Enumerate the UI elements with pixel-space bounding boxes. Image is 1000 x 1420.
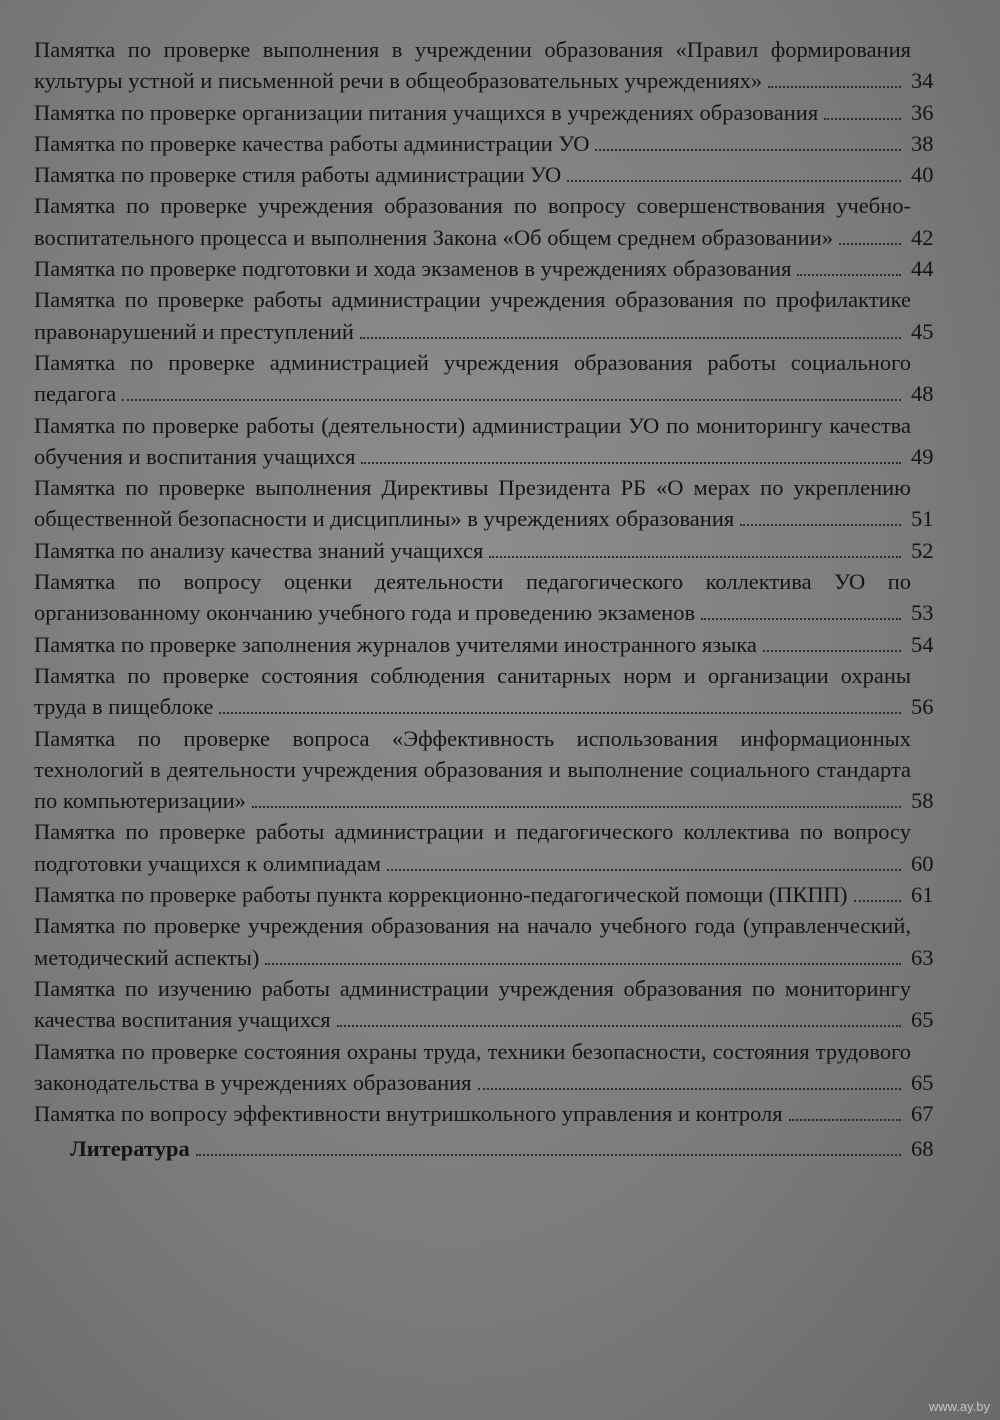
toc-entry xyxy=(34,879,949,910)
toc-entry xyxy=(34,472,949,535)
toc-entry xyxy=(34,159,949,190)
toc-entry-title: Памятка по проверке заполнения журналов учителями иностранного языка xyxy=(34,631,757,657)
dot-leader xyxy=(361,456,901,464)
toc-entry-title: Памятка по вопросу оценки деятельности педагогического коллектива УО по организованному окончанию учебного года и проведению экзаменов xyxy=(34,569,911,626)
toc-literature-entry xyxy=(34,1133,949,1164)
toc-entry xyxy=(34,910,949,973)
toc-page-number: 68 xyxy=(911,1136,934,1162)
toc-entry-title: Памятка по проверке администрацией учреждения образования работы социального педагога xyxy=(34,349,911,407)
toc-entry xyxy=(34,190,949,253)
dot-leader xyxy=(478,1082,902,1090)
toc-entry-title: Памятка по проверке стиля работы администрации УО xyxy=(34,162,562,188)
toc-page-number: 61 xyxy=(911,882,934,908)
toc-entry-title: Памятка по проверке выполнения в учреждении образования «Правил формирования культуры устной и письменной речи в общеобразовательных учреждениях» xyxy=(34,37,911,94)
toc-page-number: 48 xyxy=(911,381,934,407)
toc-entry xyxy=(34,347,949,410)
dot-leader xyxy=(701,612,901,620)
toc-entry-title: Памятка по проверке подготовки и хода экзаменов в учреждениях образования xyxy=(34,256,792,282)
toc-page-number: 53 xyxy=(911,600,934,626)
toc-entry-title: Памятка по вопросу эффективности внутришкольного управления и контроля xyxy=(34,1101,783,1127)
toc-page-number: 56 xyxy=(911,694,934,720)
dot-leader xyxy=(387,863,901,871)
toc-page-number: 44 xyxy=(911,256,934,282)
toc-page-number: 38 xyxy=(911,130,934,156)
toc-page-number: 63 xyxy=(911,944,934,970)
dot-leader xyxy=(595,143,901,151)
dot-leader xyxy=(797,268,901,276)
toc-entry-title: Памятка по проверке вопроса «Эффективность использования информационных технологий в деятельности учреждения образования и выполнение социального стандарта по компьютеризации» xyxy=(34,725,911,814)
dot-leader xyxy=(740,518,901,526)
toc-entry xyxy=(34,1036,949,1099)
dot-leader xyxy=(252,800,901,808)
toc-page-number: 51 xyxy=(911,506,934,532)
watermark: www.ay.by xyxy=(928,1399,990,1414)
dot-leader xyxy=(196,1148,901,1156)
toc-page-number: 40 xyxy=(911,162,934,188)
toc-entry-title: Памятка по проверке состояния охраны труда, техники безопасности, состояния трудового законодательства в учреждениях образования xyxy=(34,1038,911,1095)
dot-leader xyxy=(789,1113,901,1121)
toc-page-number: 67 xyxy=(911,1101,934,1127)
dot-leader xyxy=(337,1019,901,1027)
table-of-contents xyxy=(34,34,949,1165)
toc-page-number: 54 xyxy=(911,631,934,657)
toc-page-number: 65 xyxy=(911,1069,934,1095)
toc-entry-title: Памятка по изучению работы администрации учреждения образования по мониторингу качества воспитания учащихся xyxy=(34,975,911,1033)
toc-page-number: 36 xyxy=(911,99,934,125)
dot-leader xyxy=(824,112,901,120)
toc-entry-title: Памятка по проверке работы администрации учреждения образования по профилактике правонарушений и преступлений xyxy=(34,287,911,344)
toc-page-number: 34 xyxy=(911,68,934,94)
toc-entry xyxy=(34,816,949,879)
toc-entry xyxy=(34,566,949,629)
toc-entry-title: Памятка по проверке состояния соблюдения санитарных норм и организации охраны труда в пищеблоке xyxy=(34,662,911,720)
toc-entry xyxy=(34,723,949,817)
toc-entry xyxy=(34,1098,949,1129)
dot-leader xyxy=(265,957,901,965)
dot-leader xyxy=(768,80,901,88)
toc-entry-title: Памятка по проверке учреждения образования на начало учебного года (управленческий, методический аспекты) xyxy=(34,913,911,970)
dot-leader xyxy=(567,174,901,182)
toc-entry-title: Памятка по проверке качества работы администрации УО xyxy=(34,130,590,156)
toc-page-number: 42 xyxy=(911,224,934,250)
dot-leader xyxy=(489,550,901,558)
dot-leader xyxy=(854,894,901,902)
toc-entry-title: Памятка по проверке организации питания учащихся в учреждениях образования xyxy=(34,99,819,125)
toc-entry xyxy=(34,535,949,566)
toc-entry xyxy=(34,34,949,97)
toc-page-number: 58 xyxy=(911,788,934,814)
toc-entry xyxy=(34,128,949,159)
toc-entry-title: Памятка по проверке выполнения Директивы Президента РБ «О мерах по укреплению общественной безопасности и дисциплины» в учреждениях образования xyxy=(34,475,911,532)
toc-entry xyxy=(34,284,949,347)
toc-entry-title: Памятка по проверке работы пункта коррекционно-педагогической помощи (ПКПП) xyxy=(34,882,848,908)
toc-page-number: 60 xyxy=(911,850,934,876)
toc-entry xyxy=(34,629,949,660)
dot-leader xyxy=(763,644,901,652)
dot-leader xyxy=(360,331,901,339)
toc-entry-title: Памятка по анализу качества знаний учащихся xyxy=(34,537,484,563)
toc-entry xyxy=(34,410,949,473)
dot-leader xyxy=(219,706,901,714)
toc-page-number: 52 xyxy=(911,537,934,563)
toc-page-number: 49 xyxy=(911,443,934,469)
toc-entry-title: Памятка по проверке работы администрации и педагогического коллектива по вопросу подготовки учащихся к олимпиадам xyxy=(34,819,911,876)
toc-entry xyxy=(34,253,949,284)
toc-entry xyxy=(34,973,949,1036)
dot-leader xyxy=(839,237,901,245)
toc-entry-title: Памятка по проверке работы (деятельности) администрации УО по мониторингу качества обучения и воспитания учащихся xyxy=(34,412,911,469)
dot-leader xyxy=(122,393,901,401)
toc-entry-title: Литература xyxy=(70,1136,190,1162)
toc-page-number: 45 xyxy=(911,318,934,344)
toc-page-number: 65 xyxy=(911,1007,934,1033)
toc-entry xyxy=(34,660,949,723)
toc-entry xyxy=(34,97,949,128)
toc-entry-title: Памятка по проверке учреждения образования по вопросу совершенствования учебно-воспитательного процесса и выполнения Закона «Об общем среднем образовании» xyxy=(34,193,911,250)
